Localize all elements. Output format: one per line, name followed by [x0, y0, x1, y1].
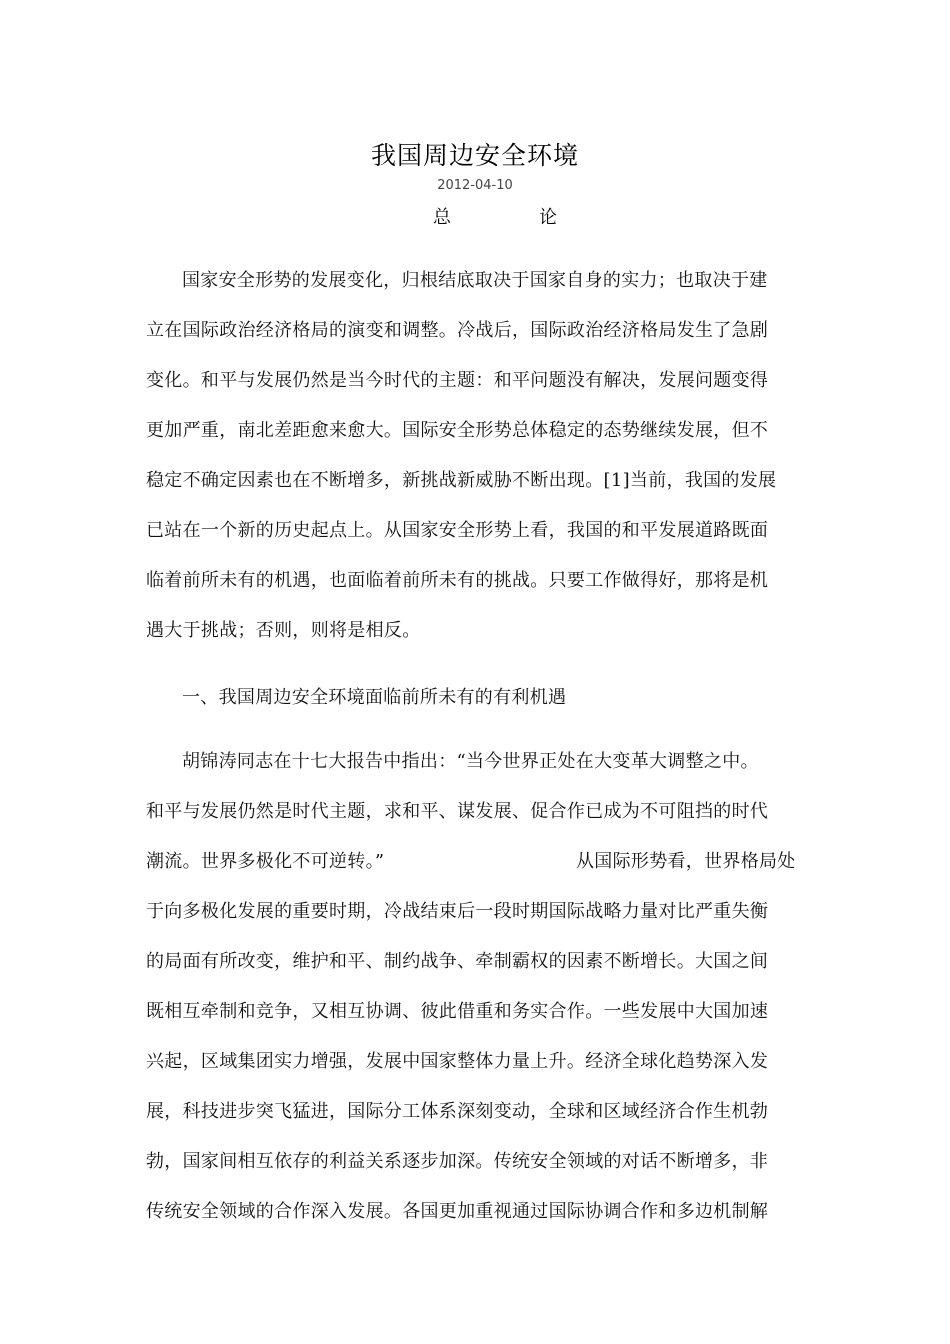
paragraph-line: 稳定不确定因素也在不断增多，新挑战新威胁不断出现。[1]当前，我国的发展: [146, 470, 777, 491]
section-heading-right: 论: [539, 207, 557, 228]
document-title: 我国周边安全环境: [370, 141, 579, 170]
publish-date: 2012-04-10: [437, 178, 513, 193]
paragraph-line: 从国际形势看，世界格局处: [576, 851, 796, 872]
section-heading-opportunities: 一、我国周边安全环境面临前所未有的有利机遇: [182, 687, 567, 708]
paragraph-line: 的局面有所改变，维护和平、制约战争、牵制霸权的因素不断增长。大国之间: [146, 951, 769, 972]
paragraph-line: 展，科技进步突飞猛进，国际分工体系深刻变动，全球和区域经济合作生机勃: [146, 1101, 769, 1122]
section-heading-left: 总: [433, 207, 451, 228]
paragraph-line: 变化。和平与发展仍然是当今时代的主题：和平问题没有解决，发展问题变得: [146, 370, 769, 391]
paragraph-line: 遇大于挑战；否则，则将是相反。: [146, 620, 421, 641]
paragraph-line: 胡锦涛同志在十七大报告中指出：“当今世界正处在大变革大调整之中。: [182, 751, 759, 772]
paragraph-line: 传统安全领域的合作深入发展。各国更加重视通过国际协调合作和多边机制解: [146, 1201, 769, 1222]
paragraph-line: 和平与发展仍然是时代主题，求和平、谋发展、促合作已成为不可阻挡的时代: [146, 801, 769, 822]
paragraph-line: 兴起，区域集团实力增强，发展中国家整体力量上升。经济全球化趋势深入发: [146, 1051, 769, 1072]
paragraph-line: 立在国际政治经济格局的演变和调整。冷战后，国际政治经济格局发生了急剧: [146, 320, 769, 341]
paragraph-line: 已站在一个新的历史起点上。从国家安全形势上看，我国的和平发展道路既面: [146, 520, 769, 541]
paragraph-line: 勃，国家间相互依存的利益关系逐步加深。传统安全领域的对话不断增多，非: [146, 1151, 769, 1172]
paragraph-line: 于向多极化发展的重要时期，冷战结束后一段时期国际战略力量对比严重失衡: [146, 901, 769, 922]
paragraph-line: 国家安全形势的发展变化，归根结底取决于国家自身的实力；也取决于建: [182, 270, 768, 291]
paragraph-line: 既相互牵制和竞争，又相互协调、彼此借重和务实合作。一些发展中大国加速: [146, 1001, 769, 1022]
paragraph-line: 更加严重，南北差距愈来愈大。国际安全形势总体稳定的态势继续发展，但不: [146, 420, 769, 441]
paragraph-line: 潮流。世界多极化不可逆转。”: [146, 851, 385, 872]
paragraph-line: 临着前所未有的机遇，也面临着前所未有的挑战。只要工作做得好，那将是机: [146, 570, 769, 591]
